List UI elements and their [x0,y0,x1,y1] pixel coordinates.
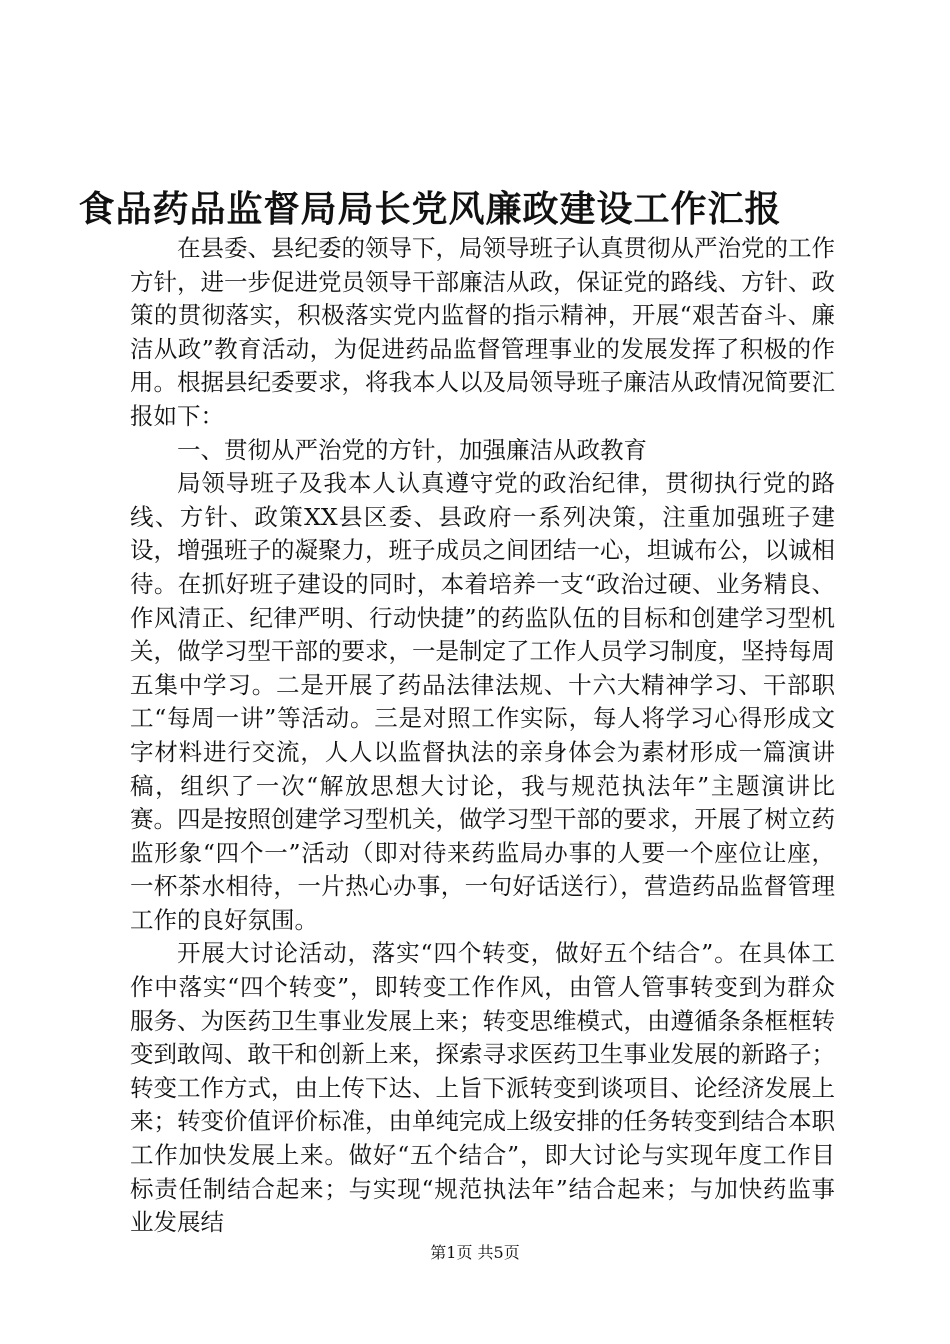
section-heading: 一、贯彻从严治党的方针，加强廉洁从政教育 [177,435,647,464]
paragraph-team-building: 局领导班子及我本人认真遵守党的政治纪律，贯彻执行党的路线、方针、政策XX县区委、县政府一系列决策，注重加强班子建设，增强班子的凝聚力，班子成员之间团结一心，坦诚布公，以诚相待。在抓好班子建设的同时，本着培养一支“政治过硬、业务精良、作风清正、纪律严明、行动快捷”的药监队伍的目标和创建学习型机关，做学习型干部的要求，一是制定了工作人员学习制度，坚持每周五集中学习。二是开展了药品法律法规、十六大精神学习、干部职工“每周一讲”等活动。三是对照工作实际，每人将学习心得形成文字材料进行交流，人人以监督执法的亲身体会为素材形成一篇演讲稿，组织了一次“解放思想大讨论，我与规范执法年”主题演讲比赛。四是按照创建学习型机关，做学习型干部的要求，开展了树立药监形象“四个一”活动（即对待来药监局办事的人要一个座位让座，一杯茶水相待，一片热心办事，一句好话送行），营造药品监督管理工作的良好氛围。 [130,469,835,934]
page-footer: 第1页 共5页 [430,1243,520,1262]
paragraph-intro: 在县委、县纪委的领导下，局领导班子认真贯彻从严治党的工作方针，进一步促进党员领导干部廉洁从政，保证党的路线、方针、政策的贯彻落实，积极落实党内监督的指示精神，开展“艰苦奋斗、廉洁从政”教育活动，为促进药品监督管理事业的发展发挥了积极的作用。根据县纪委要求，将我本人以及局领导班子廉洁从政情况简要汇报如下： [130,234,835,430]
document-body [130,232,835,1240]
paragraph-discussion: 开展大讨论活动，落实“四个转变，做好五个结合”。在具体工作中落实“四个转变”，即转变工作作风，由管人管事转变到为群众服务、为医药卫生事业发展上来；转变思维模式，由遵循条条框框转变到敢闯、敢干和创新上来，探索寻求医药卫生事业发展的新路子；转变工作方式，由上传下达、上旨下派转变到谈项目、论经济发展上来；转变价值评价标准，由单纯完成上级安排的任务转变到结合本职工作加快发展上来。做好“五个结合”，即大讨论与实现年度工作目标责任制结合起来；与实现“规范执法年”结合起来；与加快药监事业发展结 [130,939,835,1237]
document-title: 食品药品监督局局长党风廉政建设工作汇报 [78,188,782,230]
